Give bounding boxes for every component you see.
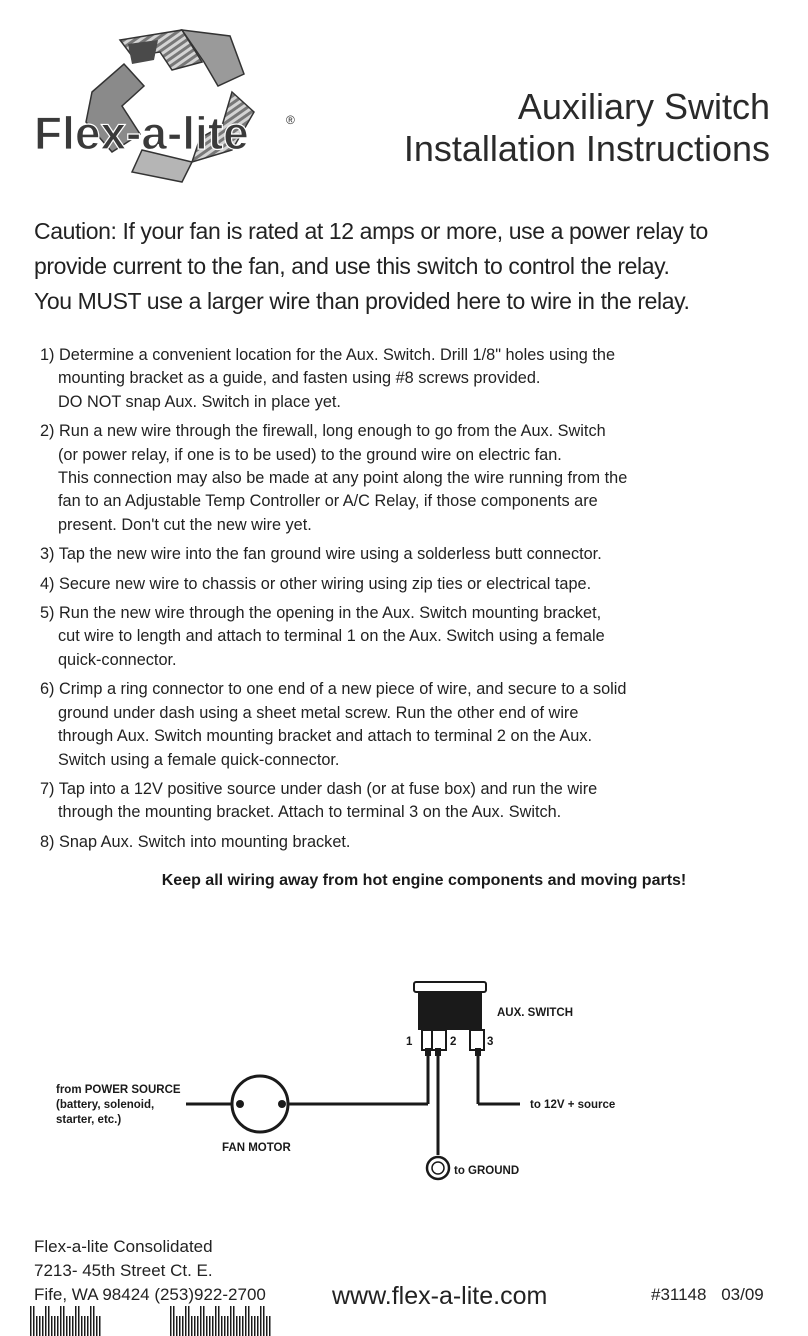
barcode-bar (248, 1306, 250, 1336)
barcode-bar (203, 1306, 205, 1336)
step-8 (40, 831, 780, 854)
barcode-bar (230, 1306, 232, 1336)
barcode-bar (227, 1316, 229, 1336)
barcode-bar (75, 1306, 77, 1336)
barcode-bar (212, 1316, 214, 1336)
barcode-bar (200, 1306, 202, 1336)
step-line: 1) Determine a convenient location for the Aux. Switch. Drill 1/8" holes using the (40, 346, 616, 364)
street-address: 7213- 45th Street Ct. E. (34, 1261, 213, 1280)
barcode-bar (239, 1316, 241, 1336)
barcode-bar (30, 1306, 32, 1336)
step-line: 8) Snap Aux. Switch into mounting bracket. (40, 832, 351, 851)
step-line: through the mounting bracket. Attach to terminal 3 on the Aux. Switch. (58, 803, 562, 822)
barcode-bar (87, 1316, 89, 1336)
barcode-bar (245, 1306, 247, 1336)
barcode-bar (66, 1316, 68, 1336)
step-line: present. Don't cut the new wire yet. (58, 515, 312, 534)
barcode-bar (36, 1316, 38, 1336)
to-ground-label: to GROUND (454, 1165, 520, 1177)
step-line: This connection may also be made at any point along the wire running from the (58, 469, 628, 488)
power-source-detail: starter, etc.) (56, 1114, 122, 1126)
barcode-bar (194, 1316, 196, 1336)
barcode-bar (254, 1316, 256, 1336)
step-line: 3) Tap the new wire into the fan ground wire using a solderless butt connector. (40, 545, 602, 564)
brand-name: Flex-a-lite (34, 107, 249, 159)
barcode-bar (42, 1316, 44, 1336)
barcode-bar (191, 1316, 193, 1336)
title-line-1: Auxiliary Switch (517, 86, 770, 127)
caution-line-3: You MUST use a larger wire than provided here to wire in the relay. (34, 288, 690, 314)
safety-warning: Keep all wiring away from hot engine components and moving parts! (161, 872, 687, 889)
barcode-bar (188, 1306, 190, 1336)
part-number: #31148 (651, 1285, 707, 1304)
step-line: through Aux. Switch mounting bracket and attach to terminal 2 on the Aux. (58, 727, 592, 746)
step-line: (or power relay, if one is to be used) to the ground wire on electric fan. (58, 445, 562, 464)
barcode-bar (39, 1316, 41, 1336)
postal-barcode (30, 1302, 310, 1336)
barcode-bar (69, 1316, 71, 1336)
barcode-bar (236, 1316, 238, 1336)
company-name: Flex-a-lite Consolidated (34, 1237, 213, 1256)
step-1 (40, 344, 780, 414)
barcode-bar (251, 1316, 253, 1336)
barcode-bar (182, 1316, 184, 1336)
step-line: quick-connector. (58, 650, 177, 669)
step-6 (40, 678, 780, 772)
step-2 (40, 420, 780, 537)
barcode-bar (93, 1306, 95, 1336)
barcode-bar (263, 1306, 265, 1336)
caution-line-2: provide current to the fan, and use this switch to control the relay. (34, 253, 670, 279)
barcode-bar (48, 1306, 50, 1336)
step-line: 4) Secure new wire to chassis or other wiring using zip ties or electrical tape. (40, 574, 592, 593)
barcode-bar (185, 1306, 187, 1336)
terminal-2-label: 2 (450, 1036, 457, 1048)
website-url: www.flex-a-lite.com (332, 1282, 548, 1310)
step-line: ground under dash using a sheet metal screw. Run the other end of wire (58, 703, 579, 722)
step-line: 6) Crimp a ring connector to one end of a new piece of wire, and secure to a solid (40, 680, 627, 699)
step-4 (40, 573, 780, 596)
step-7 (40, 778, 780, 825)
barcode-bar (242, 1316, 244, 1336)
barcode-bar (260, 1306, 262, 1336)
step-line: Switch using a female quick-connector. (58, 750, 340, 769)
barcode-bar (197, 1316, 199, 1336)
barcode-bar (72, 1316, 74, 1336)
step-line: 5) Run the new wire through the opening in the Aux. Switch mounting bracket, (40, 604, 602, 623)
barcode-bar (57, 1316, 59, 1336)
fan-motor-label: FAN MOTOR (222, 1142, 291, 1154)
barcode-bar (221, 1316, 223, 1336)
flex-a-lite-logo (32, 22, 302, 187)
barcode-bar (60, 1306, 62, 1336)
barcode-bar (33, 1306, 35, 1336)
barcode-bar (78, 1306, 80, 1336)
barcode-bar (45, 1306, 47, 1336)
barcode-bar (233, 1306, 235, 1336)
switch-label: AUX. SWITCH (497, 1007, 574, 1019)
step-line: DO NOT snap Aux. Switch in place yet. (58, 392, 341, 411)
step-5 (40, 602, 780, 672)
step-3 (40, 543, 780, 566)
power-source-detail: (battery, solenoid, (56, 1099, 155, 1111)
step-line: 7) Tap into a 12V positive source under dash (or at fuse box) and run the wire (40, 779, 598, 798)
registered-mark: ® (286, 113, 295, 127)
title-line-2: Installation Instructions (403, 128, 770, 169)
wiring-diagram (0, 960, 808, 1200)
terminal-3-label: 3 (487, 1036, 494, 1048)
barcode-bar (209, 1316, 211, 1336)
step-line: 2) Run a new wire through the firewall, long enough to go from the Aux. Switch (40, 422, 606, 441)
step-line: fan to an Adjustable Temp Controller or A/C Relay, if those components are (58, 492, 598, 511)
barcode-bar (99, 1316, 101, 1336)
instruction-steps (40, 344, 780, 860)
barcode-bar (224, 1316, 226, 1336)
barcode-bar (176, 1316, 178, 1336)
barcode-bar (54, 1316, 56, 1336)
barcode-bar (51, 1316, 53, 1336)
barcode-bar (81, 1316, 83, 1336)
barcode-bar (173, 1306, 175, 1336)
step-line: cut wire to length and attach to terminal 1 on the Aux. Switch using a female (58, 627, 605, 646)
fan-motor-symbol (232, 1076, 288, 1132)
barcode-bar (170, 1306, 172, 1336)
barcode-bar (269, 1316, 271, 1336)
terminal-1-label: 1 (406, 1036, 413, 1048)
barcode-bar (90, 1306, 92, 1336)
caution-line-1: Caution: If your fan is rated at 12 amps or more, use a power relay to (34, 218, 708, 244)
barcode-bar (266, 1316, 268, 1336)
barcode-bar (218, 1306, 220, 1336)
barcode-bar (63, 1306, 65, 1336)
barcode-bar (257, 1316, 259, 1336)
barcode-bar (206, 1316, 208, 1336)
recycle-arrows-graphic (86, 30, 254, 182)
barcode-bar (215, 1306, 217, 1336)
part-number-date (651, 1285, 764, 1305)
barcode-bar (84, 1316, 86, 1336)
barcode-bar (179, 1316, 181, 1336)
barcode-bar (96, 1316, 98, 1336)
city-phone: Fife, WA 98424 (253)922-2700 (34, 1285, 266, 1304)
revision-date: 03/09 (721, 1285, 764, 1304)
step-line: mounting bracket as a guide, and fasten using #8 screws provided. (58, 369, 541, 388)
power-source-label: from POWER SOURCE (56, 1084, 181, 1096)
to-12v-label: to 12V + source (530, 1099, 616, 1111)
ring-terminal-symbol (427, 1157, 449, 1179)
